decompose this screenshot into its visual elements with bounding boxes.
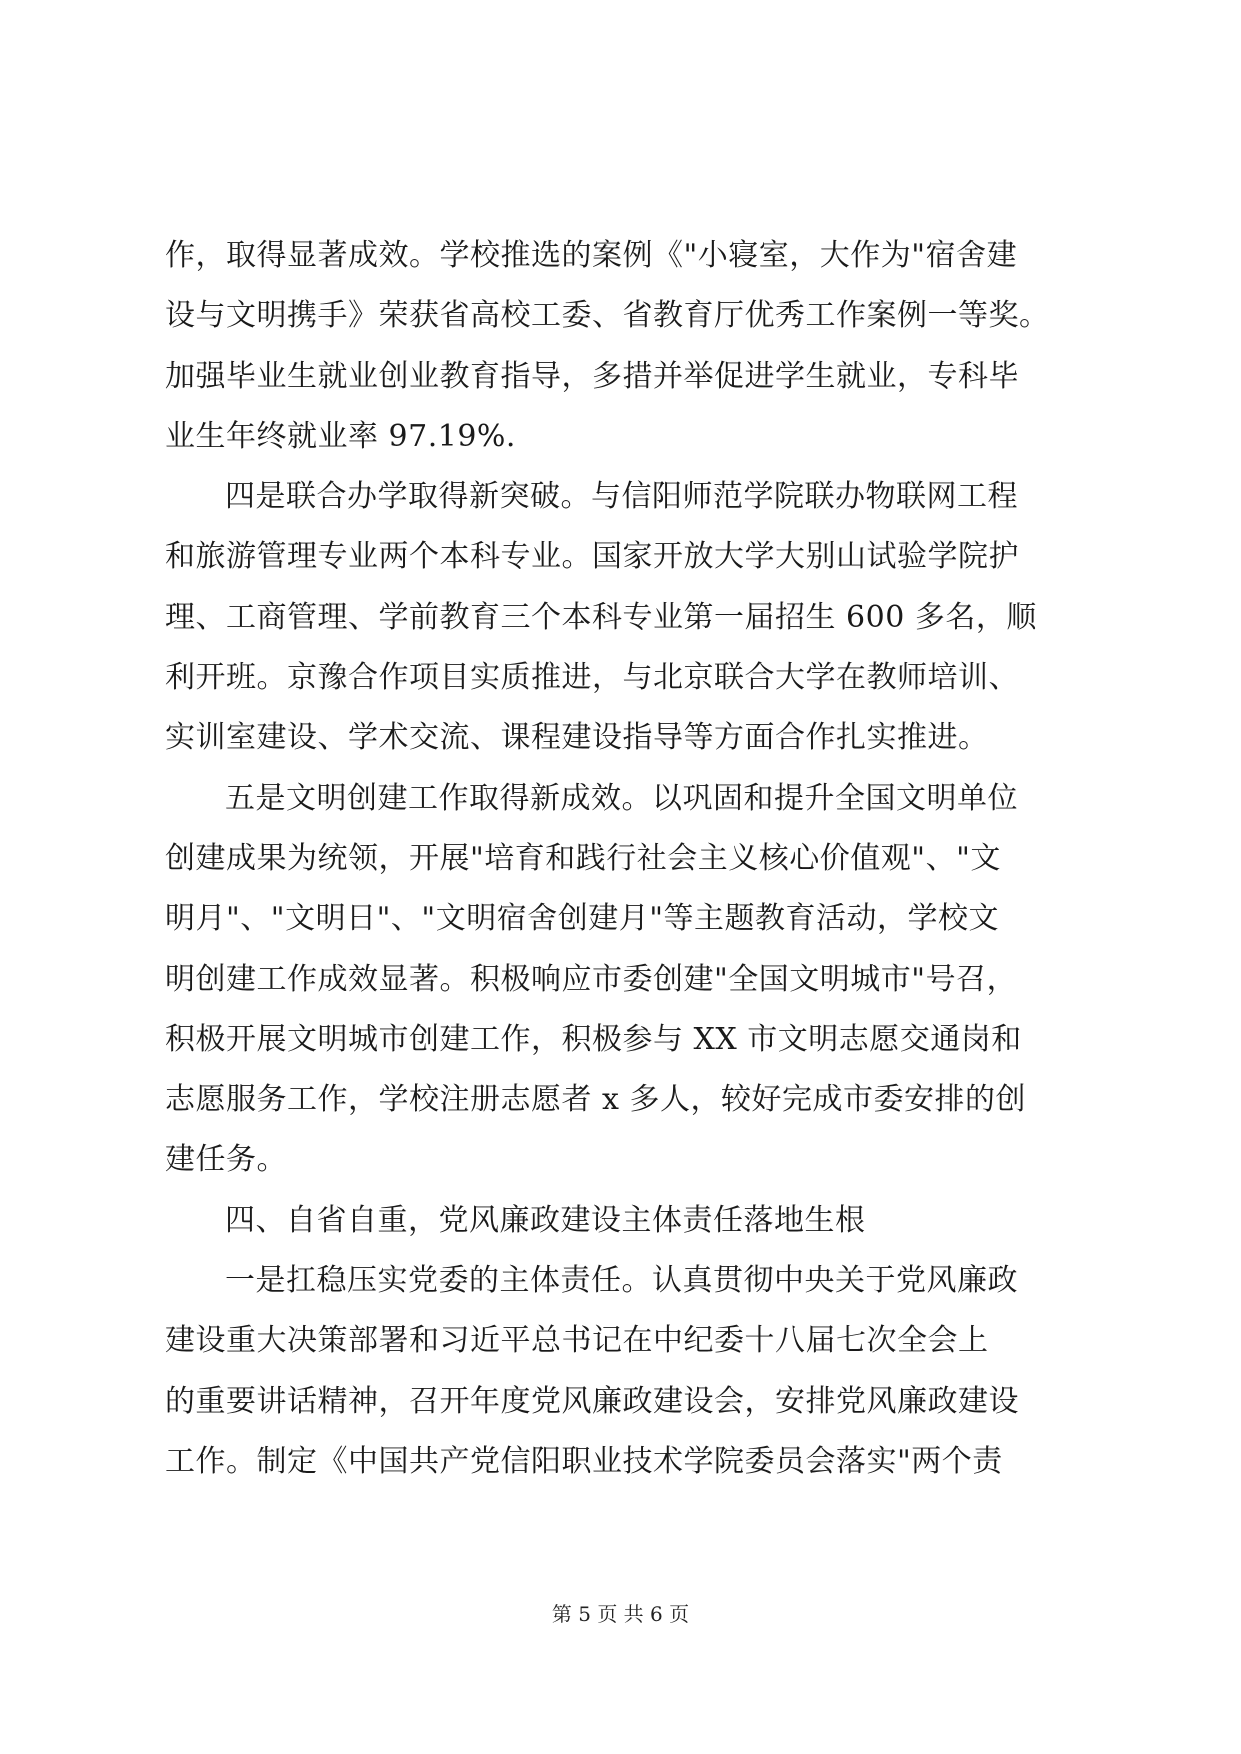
- text-line: 工作。制定《中国共产党信阳职业技术学院委员会落实"两个责: [165, 1443, 1003, 1479]
- text-line: 四是联合办学取得新突破。与信阳师范学院联办物联网工程: [225, 479, 1018, 515]
- text-line: 建任务。: [165, 1142, 287, 1178]
- text-line: 理、工商管理、学前教育三个本科专业第一届招生 600 多名，顺: [165, 599, 1037, 635]
- text-line: 明月"、"文明日"、"文明宿舍创建月"等主题教育活动，学校文: [165, 901, 999, 937]
- text-line: 建设重大决策部署和习近平总书记在中纪委十八届七次全会上: [165, 1323, 989, 1359]
- text-line: 创建成果为统领，开展"培育和践行社会主义核心价值观"、"文: [165, 840, 1001, 876]
- text-line: 志愿服务工作，学校注册志愿者 x 多人，较好完成市委安排的创: [165, 1082, 1026, 1118]
- text-line: 业生年终就业率 97.19%.: [165, 418, 516, 454]
- text-line: 一是扛稳压实党委的主体责任。认真贯彻中央关于党风廉政: [225, 1263, 1018, 1299]
- text-line: 明创建工作成效显著。积极响应市委创建"全国文明城市"号召，: [165, 961, 1018, 997]
- page-footer: 第 5 页 共 6 页: [551, 1602, 690, 1626]
- text-line: 四、自省自重，党风廉政建设主体责任落地生根: [225, 1202, 866, 1238]
- text-line: 和旅游管理专业两个本科专业。国家开放大学大别山试验学院护: [165, 539, 1019, 575]
- text-line: 实训室建设、学术交流、课程建设指导等方面合作扎实推进。: [165, 720, 989, 756]
- text-line: 的重要讲话精神，召开年度党风廉政建设会，安排党风廉政建设: [165, 1383, 1019, 1419]
- text-line: 五是文明创建工作取得新成效。以巩固和提升全国文明单位: [225, 780, 1018, 816]
- document-body: [165, 226, 1080, 1492]
- text-line: 作，取得显著成效。学校推选的案例《"小寝室，大作为"宿舍建: [165, 238, 1018, 273]
- text-line: 设与文明携手》荣获省高校工委、省教育厅优秀工作案例一等奖。: [165, 298, 1050, 334]
- text-line: 利开班。京豫合作项目实质推进，与北京联合大学在教师培训、: [165, 660, 1019, 696]
- text-line: 积极开展文明城市创建工作，积极参与 XX 市文明志愿交通岗和: [165, 1021, 1022, 1057]
- text-line: 加强毕业生就业创业教育指导，多措并举促进学生就业，专科毕: [165, 358, 1019, 394]
